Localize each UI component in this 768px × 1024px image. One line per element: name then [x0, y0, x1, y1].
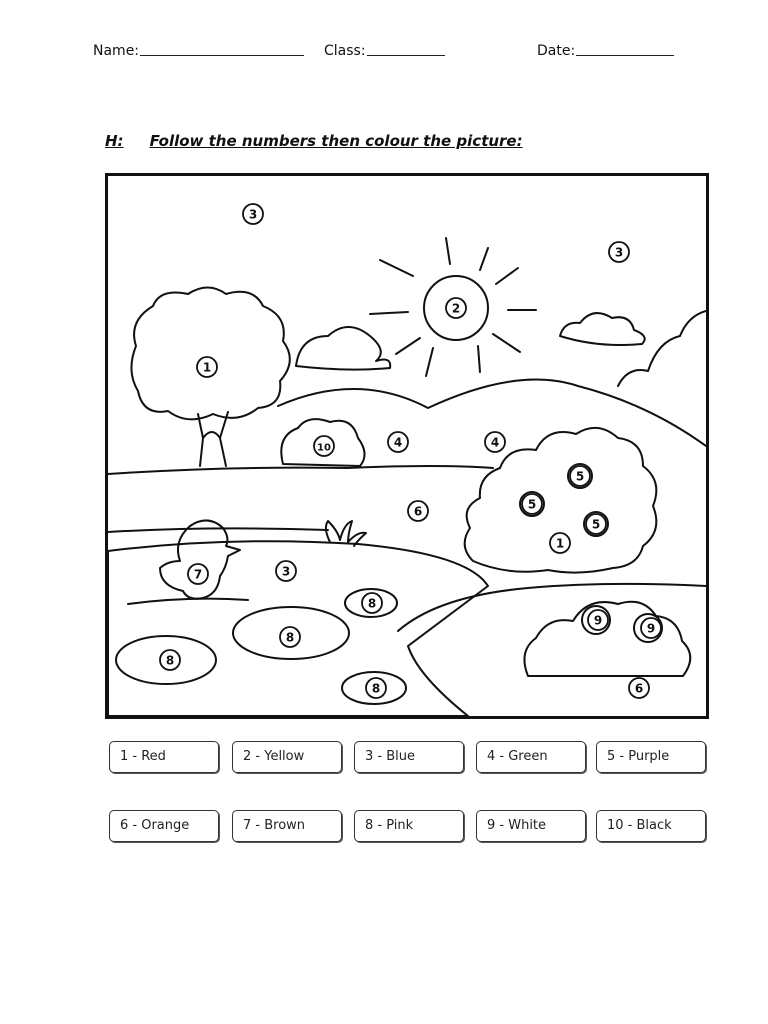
name-label: Name:	[93, 43, 140, 59]
pond-shape	[108, 541, 488, 716]
number-label: 9	[593, 613, 603, 628]
tree-canopy	[131, 288, 289, 420]
number-label: 1	[555, 536, 565, 551]
colour-key-item: 7 - Brown	[232, 810, 342, 842]
colour-key-item: 6 - Orange	[109, 810, 219, 842]
number-label: 6	[413, 504, 423, 519]
date-label: Date:	[537, 43, 576, 59]
number-label: 4	[393, 435, 403, 450]
cloud-right	[560, 313, 645, 345]
number-label: 8	[371, 681, 381, 696]
instruction-text: Follow the numbers then colour the picture:	[149, 132, 523, 150]
duck-ripple	[128, 599, 248, 604]
hill-shape	[108, 466, 493, 474]
number-label: 7	[193, 567, 203, 582]
number-label: 6	[634, 681, 644, 696]
number-label: 10	[317, 442, 331, 454]
number-label: 8	[165, 653, 175, 668]
colour-key-item: 8 - Pink	[354, 810, 464, 842]
colour-key-item: 10 - Black	[596, 810, 706, 842]
class-blank[interactable]	[367, 41, 445, 56]
number-label: 4	[490, 435, 500, 450]
name-blank[interactable]	[140, 41, 304, 56]
name-field[interactable]	[93, 41, 304, 59]
number-label: 5	[527, 497, 537, 512]
tree-trunk	[198, 412, 228, 466]
coloring-picture	[105, 173, 709, 719]
coloring-illustration	[108, 176, 706, 716]
grass-line	[108, 528, 328, 532]
colour-key-item: 1 - Red	[109, 741, 219, 773]
number-label: 3	[248, 207, 258, 222]
colour-key-item: 9 - White	[476, 810, 586, 842]
number-label: 5	[591, 517, 601, 532]
section-letter: H:	[105, 132, 124, 150]
number-label: 3	[281, 564, 291, 579]
number-label: 2	[451, 301, 461, 316]
date-field[interactable]	[537, 41, 674, 59]
number-label: 5	[575, 469, 585, 484]
class-label: Class:	[324, 43, 366, 59]
date-blank[interactable]	[576, 41, 674, 56]
duck-body	[160, 520, 240, 598]
number-label: 1	[202, 360, 212, 375]
colour-key-item: 5 - Purple	[596, 741, 706, 773]
number-label: 8	[285, 630, 295, 645]
number-label: 3	[614, 245, 624, 260]
class-field[interactable]	[324, 41, 445, 59]
number-label: 9	[646, 621, 656, 636]
number-layer	[160, 204, 661, 698]
colour-key-item: 3 - Blue	[354, 741, 464, 773]
instruction-heading	[105, 132, 523, 150]
colour-key-item: 4 - Green	[476, 741, 586, 773]
colour-key-item: 2 - Yellow	[232, 741, 342, 773]
header-fields	[0, 41, 768, 61]
number-label: 8	[367, 596, 377, 611]
cloud-left	[296, 327, 390, 370]
